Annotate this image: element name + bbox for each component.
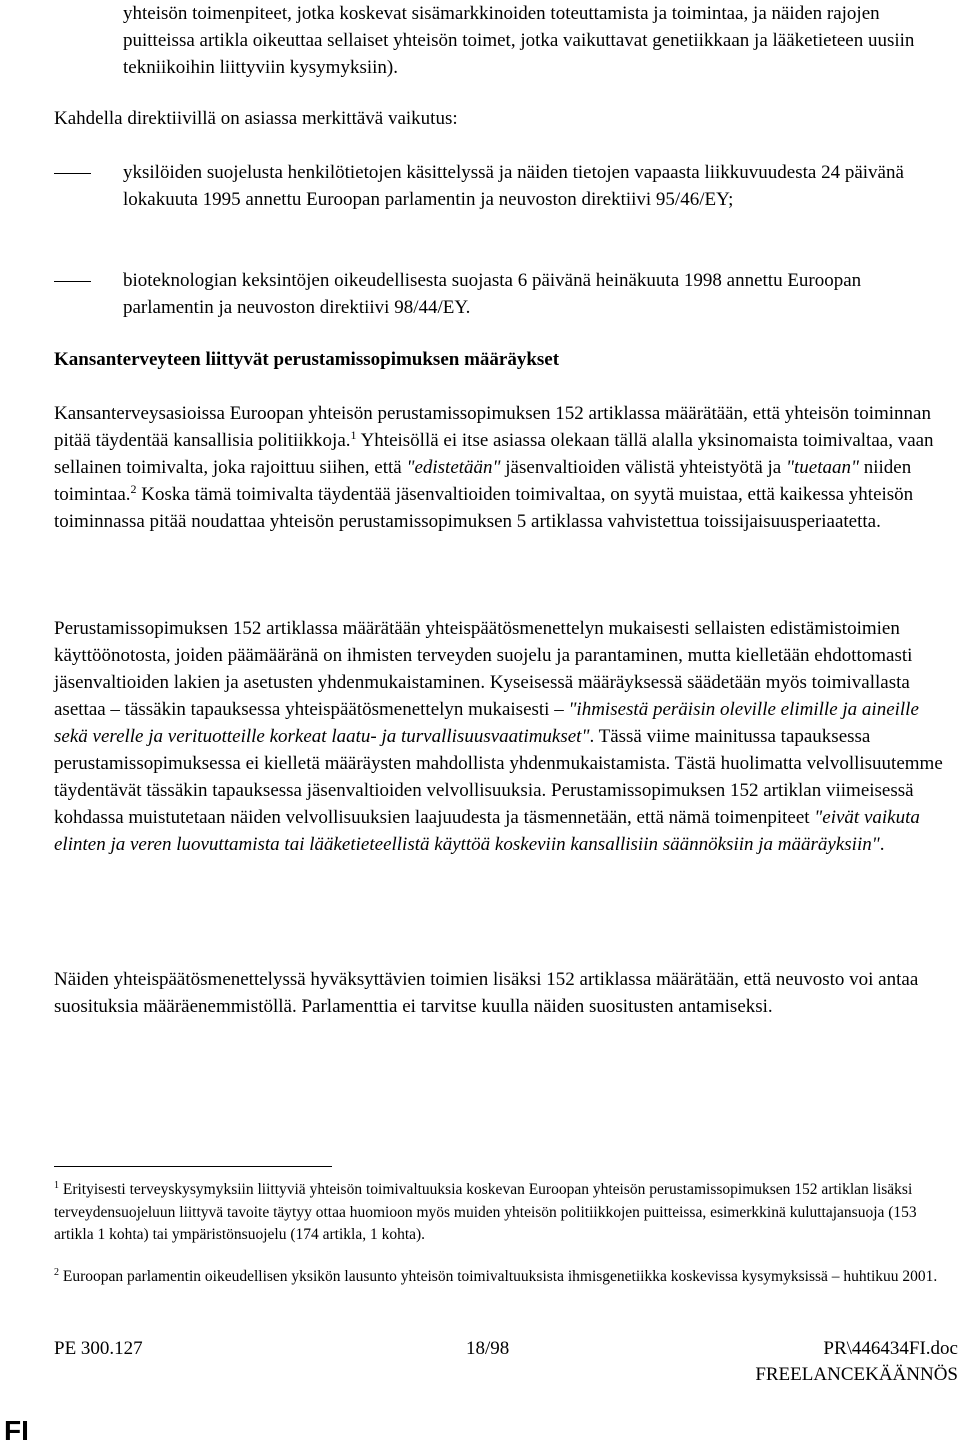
paragraph-2 (54, 615, 949, 858)
p1-text-a: Kansanterveysasioissa Euroopan yhteisön perustamissopimuksen 152 artiklassa määrätään, että yhteisön toiminnan pitää täydentää kansallisia politiikkoja. (54, 403, 931, 451)
paragraph-1 (54, 400, 949, 535)
p1-text-d: niiden toimintaa. (54, 457, 912, 505)
paragraph-3: Näiden yhteispäätösmenettelyssä hyväksyttävien toimien lisäksi 152 artiklassa määrätään, että neuvosto voi antaa suosituksia määräenemmistöllä. Parlamenttia ei tarvitse kuulla näiden suositusten antamiseksi. (54, 969, 919, 1017)
p2-text-a: Perustamissopimuksen 152 artiklassa määrätään yhteispäätösmenettelyn mukaisesti sellaisten edistämistoimien käyttöönotosta, joiden päämääränä on ihmisten terveyden suojelu ja parantaminen, mutta kielletään ehdottomasti jäsenvaltioiden lakien ja asetusten yhdenmukaistaminen. Kyseisessä määräyksessä säädetään myös toimivallasta asettaa – tässäkin tapauksessa yhteispäätösmenettelyn mukaisesti – (54, 618, 913, 720)
directives-intro: Kahdella direktiivillä on asiassa merkittävä vaikutus: (54, 108, 458, 129)
footer-translator: FREELANCEKÄÄNNÖS (755, 1364, 958, 1385)
p2-quote-1: "ihmisestä peräisin oleville elimille ja aineille sekä verelle ja verituotteille korkeat laatu- ja turvallisuusvaatimukset" (54, 699, 919, 747)
p2-text-b: . Tässä viime mainitussa tapauksessa perustamissopimuksessa ei kielletä määräysten mahdollista yhdenmukaistamista. Tästä huolimatta velvollisuutemme täydentävät tässäkin tapauksessa jäsenvaltioiden velvollisuuksia. Perustamissopimuksen 152 artiklan viimeisessä kohdassa muistutetaan näiden velvollisuuksien laajuudesta ja täsmennetään, että nämä toimenpiteet (54, 726, 943, 828)
list-item-1: yksilöiden suojelusta henkilötietojen käsittelyssä ja näiden tietojen vapaasta liikkuvuudesta 24 päivänä lokakuuta 1995 annettu Euroopan parlamentin ja neuvoston direktiivi 95/46/EY; (123, 162, 904, 210)
footnote-1-number: 1 (54, 1180, 59, 1191)
footer-doc-ref: PE 300.127 (54, 1338, 143, 1359)
footnote-1-text: Erityisesti terveyskysymyksiin liittyviä yhteisön toimivaltuuksia koskevan Euroopan yhteisön perustamissopimuksen 152 artiklan lisäksi terveydensuojeluun liittyvä tavoite täytyy ottaa huomioon myös muiden yhteisön politiikkojen puitteissa, esimerkkinä kuluttajansuoja (153 artikla 1 kohta) tai ympäristönsuojelu (174 artikla, 1 kohta). (54, 1181, 917, 1243)
footnote-2 (54, 1266, 949, 1289)
list-dash-2 (54, 281, 91, 282)
p1-text-b: Yhteisöllä ei itse asiassa olekaan tällä alalla yksinomaista toimivaltaa, vaan sellainen toimivalta, joka rajoittuu siihen, että (54, 430, 934, 478)
footnote-2-text: Euroopan parlamentin oikeudellisen yksikön lausunto yhteisön toimivaltuuksista ihmisgenetiikka koskevissa kysymyksissä – huhtikuu 2001. (59, 1268, 938, 1285)
footnote-separator (54, 1166, 332, 1167)
footer-file-name: PR\446434FI.doc (823, 1338, 958, 1359)
footnote-2-number: 2 (54, 1267, 59, 1278)
list-dash-1 (54, 173, 91, 174)
footer-page-number: 18/98 (466, 1338, 510, 1359)
footnote-1 (54, 1179, 949, 1247)
language-code: FI (4, 1415, 29, 1446)
list-item-2: bioteknologian keksintöjen oikeudellisesta suojasta 6 päivänä heinäkuuta 1998 annettu Euroopan parlamentin ja neuvoston direktiivi 98/44/EY. (123, 270, 862, 318)
footnote-ref-1: 1 (350, 428, 357, 442)
section-heading: Kansanterveyteen liittyvät perustamissopimuksen määräykset (54, 349, 560, 370)
footnote-ref-2: 2 (130, 482, 137, 496)
p1-quote-2: "tuetaan" (786, 457, 859, 478)
p1-quote-1: "edistetään" (406, 457, 501, 478)
p2-text-c: . (879, 834, 885, 855)
p2-quote-2: "eivät vaikuta elinten ja veren luovuttamista tai lääketieteellistä käyttöä koskeviin kansallisiin säännöksiin ja määräyksiin" (54, 807, 920, 855)
p1-text-e: Koska tämä toimivalta täydentää jäsenvaltioiden toimivaltaa, on syytä muistaa, että kaikessa yhteisön toiminnassa pitää noudattaa yhteisön perustamissopimuksen 5 artiklassa vahvistettua toissijaisuusperiaatetta. (54, 484, 914, 532)
intro-end-paragraph: yhteisön toimenpiteet, jotka koskevat sisämarkkinoiden toteuttamista ja toimintaa, ja näiden rajojen puitteissa artikla oikeuttaa sellaiset yhteisön toimet, jotka vaikuttavat genetiikkaan ja lääketieteen uusiin tekniikoihin liittyviin kysymyksiin). (123, 3, 915, 78)
p1-text-c: jäsenvaltioiden välistä yhteistyötä ja (500, 457, 786, 478)
